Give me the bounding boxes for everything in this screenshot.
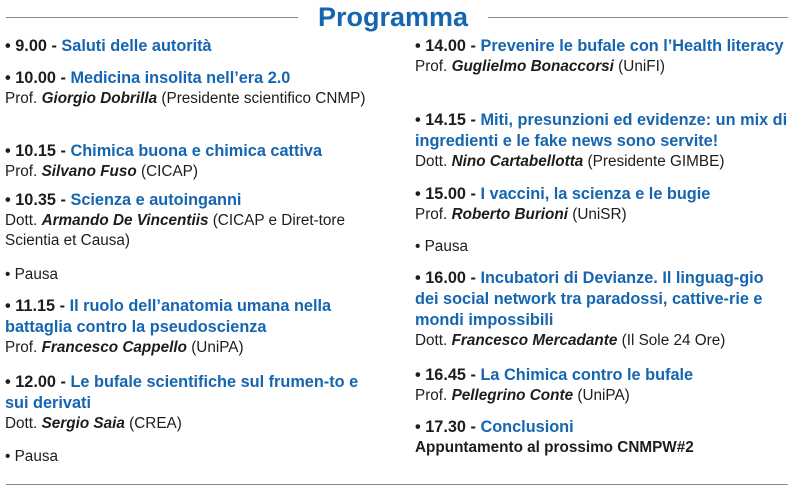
program-item: • 9.00 - Saluti delle autorità [5, 37, 212, 55]
speaker-name: Francesco Mercadante [451, 332, 618, 349]
bullet: • [5, 373, 11, 391]
item-topic: Saluti delle autorità [61, 37, 212, 55]
item-speaker [415, 331, 790, 351]
item-speaker [415, 386, 790, 406]
program-item: • 11.15 - Il ruolo dell’anatomia umana nella battaglia contro la pseudoscienza Prof. Francesco Cappello (UniPA) [5, 296, 380, 358]
speaker-affiliation: (UniPA) [191, 339, 244, 356]
pause-item [5, 447, 58, 467]
speaker-role: Prof. [5, 163, 38, 180]
speaker-affiliation: (CICAP e Diret-tore Scientia et Causa) [5, 212, 346, 249]
speaker-affiliation: (Presidente scientifico CNMP) [161, 90, 366, 107]
program-item: • 14.00 - Prevenire le bufale con l’Health literacy Prof. Guglielmo Bonaccorsi (UniFI) [415, 36, 790, 77]
item-speaker [5, 338, 380, 358]
program-item: • 14.15 - Miti, presunzioni ed evidenze: un mix di ingredienti e le fake news sono servite! Dott. Nino Cartabellotta (Presidente GIMBE) [415, 110, 790, 172]
item-speaker [5, 211, 380, 251]
speaker-role: Dott. [5, 212, 38, 229]
item-speaker [415, 57, 790, 77]
speaker-name: Sergio Saia [41, 415, 125, 432]
item-time: 16.00 [425, 269, 466, 287]
item-time: 11.15 [15, 297, 56, 315]
bullet: • [5, 191, 11, 209]
speaker-affiliation: (UniFI) [618, 58, 665, 75]
speaker-name: Nino Cartabellotta [451, 153, 584, 170]
item-time: 14.00 [425, 37, 466, 55]
program-item: • 12.00 - Le bufale scientifiche sul frumen-to e sui derivati Dott. Sergio Saia (CREA) [5, 372, 380, 434]
item-topic: Miti, presunzioni ed evidenze: un mix di ingredienti e le fake news sono servite! [415, 111, 788, 150]
speaker-role: Dott. [5, 415, 38, 432]
item-time: 10.00 [15, 69, 56, 87]
bullet: • [5, 37, 11, 55]
speaker-affiliation: (UniPA) [577, 387, 630, 404]
speaker-affiliation: (Il Sole 24 Ore) [621, 332, 726, 349]
bullet: • [415, 418, 421, 436]
bullet: • [415, 269, 421, 287]
item-time: 9.00 [15, 37, 47, 55]
speaker-role: Dott. [415, 332, 448, 349]
speaker-role: Prof. [5, 339, 38, 356]
item-speaker [415, 152, 790, 172]
item-speaker [5, 162, 380, 182]
program-item: • 10.00 - Medicina insolita nell’era 2.0 Prof. Giorgio Dobrilla (Presidente scientifico CNMP) [5, 68, 380, 109]
speaker-affiliation: (UniSR) [572, 206, 627, 223]
item-speaker [5, 414, 380, 434]
item-speaker [5, 89, 380, 109]
program-header [0, 2, 793, 32]
program-item: • 17.30 - Conclusioni Appuntamento al prossimo CNMPW#2 [415, 417, 790, 458]
bullet: • [5, 142, 11, 160]
item-topic: Chimica buona e chimica cattiva [70, 142, 323, 160]
bullet: • [415, 238, 421, 255]
program-item: • 10.15 - Chimica buona e chimica cattiva Prof. Silvano Fuso (CICAP) [5, 141, 380, 182]
bullet: • [5, 297, 11, 315]
item-topic: Scienza e autoinganni [70, 191, 242, 209]
item-topic: Prevenire le bufale con l’Health literacy [480, 37, 784, 55]
speaker-name: Roberto Burioni [451, 206, 568, 223]
speaker-affiliation: (CICAP) [141, 163, 198, 180]
item-time: 12.00 [15, 373, 56, 391]
pause-label: Pausa [424, 238, 468, 255]
item-time: 16.45 [425, 366, 466, 384]
speaker-role: Prof. [415, 206, 448, 223]
program-item: • 16.00 - Incubatori di Devianze. Il linguag-gio dei social network tra paradossi, cattive-rie e mondi impossibili Dott. Francesco Mercadante (Il Sole 24 Ore) [415, 268, 790, 351]
item-speaker [415, 205, 790, 225]
speaker-name: Francesco Cappello [41, 339, 187, 356]
item-topic: I vaccini, la scienza e le bugie [480, 185, 711, 203]
speaker-affiliation: (Presidente GIMBE) [587, 153, 725, 170]
speaker-name: Giorgio Dobrilla [41, 90, 158, 107]
speaker-name: Guglielmo Bonaccorsi [451, 58, 614, 75]
item-time: 14.15 [425, 111, 466, 129]
speaker-name: Pellegrino Conte [451, 387, 574, 404]
bullet: • [415, 185, 421, 203]
bottom-rule [6, 484, 788, 485]
closing-note: Appuntamento al prossimo CNMPW#2 [415, 439, 694, 456]
header-rule-right [488, 17, 788, 18]
item-time: 10.15 [15, 142, 56, 160]
item-time: 15.00 [425, 185, 466, 203]
bullet: • [415, 366, 421, 384]
program-item: • 10.35 - Scienza e autoinganni Dott. Armando De Vincentiis (CICAP e Diret-tore Scientia et Causa) [5, 190, 380, 251]
pause-label: Pausa [14, 266, 58, 283]
speaker-role: Prof. [415, 58, 448, 75]
item-topic: Incubatori di Devianze. Il linguag-gio dei social network tra paradossi, cattive-rie e mondi impossibili [415, 269, 764, 329]
program-item: • 15.00 - I vaccini, la scienza e le bugie Prof. Roberto Burioni (UniSR) [415, 184, 790, 225]
bullet: • [415, 111, 421, 129]
bullet: • [5, 69, 11, 87]
speaker-name: Silvano Fuso [41, 163, 137, 180]
item-topic: Le bufale scientifiche sul frumen-to e sui derivati [5, 373, 359, 412]
program-item: • 16.45 - La Chimica contro le bufale Prof. Pellegrino Conte (UniPA) [415, 365, 790, 406]
item-topic: Il ruolo dell’anatomia umana nella battaglia contro la pseudoscienza [5, 297, 332, 336]
item-time: 10.35 [15, 191, 56, 209]
speaker-name: Armando De Vincentiis [41, 212, 209, 229]
header-rule-left [6, 17, 298, 18]
speaker-affiliation: (CREA) [129, 415, 182, 432]
bullet: • [415, 37, 421, 55]
bullet: • [5, 448, 11, 465]
item-topic: Medicina insolita nell’era 2.0 [70, 69, 291, 87]
page-title: Programma [317, 2, 469, 32]
pause-item [5, 265, 58, 285]
speaker-role: Prof. [5, 90, 38, 107]
speaker-role: Dott. [415, 153, 448, 170]
speaker-role: Prof. [415, 387, 448, 404]
item-time: 17.30 [425, 418, 466, 436]
bullet: • [5, 266, 11, 283]
item-topic: Conclusioni [480, 418, 574, 436]
pause-item [415, 237, 468, 257]
pause-label: Pausa [14, 448, 58, 465]
item-topic: La Chimica contro le bufale [480, 366, 694, 384]
